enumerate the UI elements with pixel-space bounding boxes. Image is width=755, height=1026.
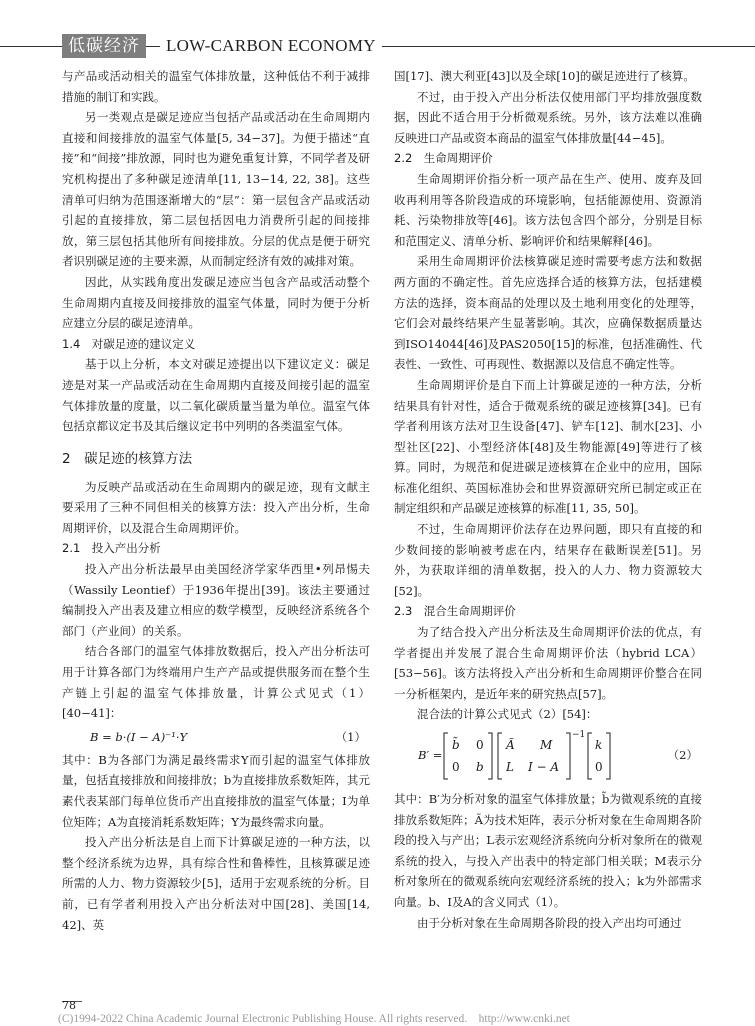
equation-1-formula: B = b·(I − A)⁻¹·Y bbox=[90, 729, 188, 744]
paragraph: 投入产出分析法最早由美国经济学家华西里•列昂惕夫（Wassily Leontief）于1936年提出[39]。该法主要通过编制投入产出表及建立相应的数学模型，反映经济系统各个部门（产业间）的关系。 bbox=[62, 562, 370, 638]
running-header bbox=[0, 30, 755, 64]
bracket bbox=[566, 733, 570, 779]
equation-1-number: （1） bbox=[335, 729, 366, 744]
paragraph: 与产品或活动相关的温室气体排放量，这种低估不利于减排措施的制订和实践。 bbox=[62, 69, 370, 104]
matrix-cell: Ã bbox=[506, 738, 515, 752]
matrix-cell: I − A bbox=[528, 760, 560, 774]
copyright-footer: (C)1994-2022 China Academic Journal Electronic Publishing House. All rights reserved. http://www.cnki.net bbox=[58, 1013, 570, 1025]
page-number: 78 bbox=[62, 999, 76, 1012]
equation-2-number: （2） bbox=[667, 748, 698, 762]
paragraph: 因此，从实践角度出发碳足迹应当包含产品或活动整个生命周期内直接及间接排放的温室气体量，同时为便于分析应建立分层的碳足迹清单。 bbox=[62, 274, 370, 331]
equation-2-lhs: B′ = bbox=[418, 748, 443, 762]
matrix-cell: 0 bbox=[452, 760, 460, 774]
bracket bbox=[488, 733, 492, 779]
section-heading-2-1: 2.1 投入产出分析 bbox=[62, 541, 161, 556]
paragraph: 其中：B为各部门为满足最终需求Y而引起的温室气体排放量，包括直接排放和间接排放；b为直接排放系数矩阵，其元素代表某部门每单位货币产出直接排放的温室气体量；I为单位矩阵；A为直接消耗系数矩阵；Y为最终需求向量。 bbox=[62, 752, 370, 829]
right-column bbox=[394, 66, 702, 933]
equation-2 bbox=[394, 727, 702, 785]
equation-1 bbox=[62, 726, 370, 748]
paragraph: 混合法的计算公式见式（2）[54]： bbox=[417, 707, 598, 722]
paragraph: 生命周期评价指分析一项产品在生产、使用、废弃及回收再利用等各阶段造成的环境影响，包括能源使用、资源消耗、污染物排放等[46]。该方法包含四个部分，分别是目标和范围定义、清单分析、影响评价和结果解释[46]。 bbox=[394, 171, 702, 248]
journal-title-en: LOW-CARBON ECONOMY bbox=[160, 34, 382, 58]
paragraph: 另一类观点是碳足迹应当包括产品或活动在生命周期内直接和间接排放的温室气体量[5, 34−37]。为便于描述“直接”和“间接”排放源，同时也为避免重复计算，不同学者及研究机构提出了多种碳足迹清单[11, 13−14, 22, 38]。这些清单可归纳为范围逐渐增大的“层”：第一层包含产品或活动引起的直接排放，第二层包括因电力消费所引起的间接排放，第三层包括其他所有间接排放。分层的优点是便于研究者识别碳足迹的主要来源，从而制定经济有效的减排对策。 bbox=[62, 110, 370, 269]
matrix-cell: 0 bbox=[476, 738, 484, 752]
equation-2-matrices bbox=[442, 727, 642, 785]
matrix-cell: k bbox=[595, 738, 603, 752]
matrix-cell: b bbox=[476, 760, 484, 774]
matrix-exponent: −1 bbox=[572, 730, 586, 740]
paragraph: 其中：B′为分析对象的温室气体排放量；b̃为微观系统的直接排放系数矩阵；Ã为技术矩阵，表示分析对象在生命周期各阶段的投入与产出；L表示宏观经济系统向分析对象所在的微观系统的投入，与投入产出表中的特定部门相关联；M表示分析对象所在的微观系统向宏观经济系统的投入；k为外部需求向量。b、I及A的含义同式（1）。 bbox=[394, 792, 702, 909]
paragraph: 不过，由于投入产出分析法仅使用部门平均排放强度数据，因此不适合用于分析微观系统。另外，该方法难以准确反映进口产品或资本商品的温室气体排放量[44−45]。 bbox=[394, 89, 702, 145]
paragraph: 不过，生命周期评价法存在边界问题，即只有直接的和少数间接的影响被考虑在内，结果存在截断误差[51]。另外，为获取详细的清单数据，投入的人力、物力资源较大[52]。 bbox=[394, 522, 702, 598]
paragraph: 由于分析对象在生命周期各阶段的投入产出均可通过 bbox=[417, 915, 682, 930]
section-heading-2-2: 2.2 生命周期评价 bbox=[394, 151, 493, 166]
section-heading-2-3: 2.3 混合生命周期评价 bbox=[394, 604, 516, 619]
bracket bbox=[444, 733, 448, 779]
matrix-cell: b̃ bbox=[452, 738, 460, 752]
journal-logo-cn: 低碳经济 bbox=[62, 34, 146, 58]
bracket bbox=[498, 733, 502, 779]
bracket bbox=[588, 733, 592, 779]
matrix-cell: M bbox=[540, 738, 553, 752]
bracket bbox=[606, 733, 610, 779]
left-column bbox=[62, 66, 370, 935]
paragraph: 为反映产品或活动在生命周期内的碳足迹，现有文献主要采用了三种不同但相关的核算方法：投入产出分析，生命周期评价，以及混合生命周期评价。 bbox=[62, 479, 370, 535]
paragraph: 生命周期评价是自下而上计算碳足迹的一种方法，分析结果具有针对性，适合于微观系统的碳足迹核算[34]。已有学者利用该方法对卫生设备[47]、铲车[12]、制水[23]、小型社区[22]、小型经济体[48]及生物能源[49]等进行了核算。同时，为规范和促进碳足迹核算在企业中的应用，国际标准化组织、英国标准协会和世界资源研究所已制定或正在制定组织和产品碳足迹核算的标准[11, 35, 50]。 bbox=[394, 377, 702, 516]
paragraph: 投入产出分析法是自上而下计算碳足迹的一种方法，以整个经济系统为边界，具有综合性和鲁棒性，且核算碳足迹所需的人力、物力资源较少[5]，适用于宏观系统的分析。目前，已有学者利用投入产出分析法对中国[28]、美国[14, 42]、英 bbox=[62, 835, 370, 932]
matrix-cell: L bbox=[506, 760, 514, 774]
matrix-cell: 0 bbox=[595, 760, 603, 774]
paragraph: 结合各部门的温室气体排放数据后，投入产出分析法可用于计算各部门为终端用户生产产品或提供服务而在整个生产链上引起的温室气体排放量，计算公式见式（1）[40−41]： bbox=[62, 644, 370, 721]
paragraph: 为了结合投入产出分析法及生命周期评价法的优点，有学者提出并发展了混合生命周期评价法（hybrid LCA）[53−56]。该方法将投入产出分析和生命周期评价整合在同一分析框架内，是近年来的研究热点[57]。 bbox=[394, 625, 702, 701]
paragraph: 采用生命周期评价法核算碳足迹时需要考虑方法和数据两方面的不确定性。首先应选择合适的核算方法，包括建模方法的选择，资本商品的处理以及土地利用变化的处理等，它们会对最终结果产生显著影响。其次，应确保数据质量达到ISO14044[46]及PAS2050[15]的标准，包括准确性、代表性、一致性、可再现性、数据源以及信息不确定性等。 bbox=[394, 254, 702, 372]
section-heading-2: 2 碳足迹的核算方法 bbox=[62, 450, 193, 467]
paragraph: 基于以上分析，本文对碳足迹提出以下建议定义：碳足迹是对某一产品或活动在生命周期内直接及间接引起的温室气体排放量的度量，以二氧化碳质量当量为单位。温室气体包括京都议定书及其后继议定书中列明的各类温室气体。 bbox=[62, 357, 370, 434]
section-heading-1-4: 1.4 对碳足迹的建议定义 bbox=[62, 336, 196, 351]
paragraph: 国[17]、澳大利亚[43]以及全球[10]的碳足迹进行了核算。 bbox=[394, 69, 695, 83]
